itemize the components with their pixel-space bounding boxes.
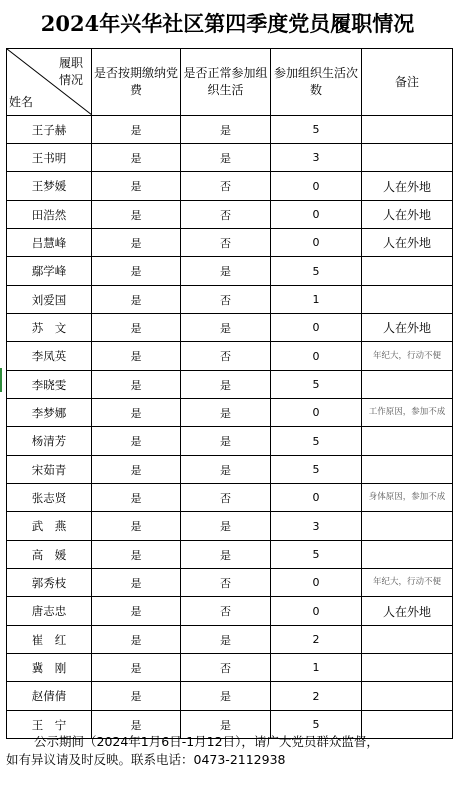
- name-cell: 苏 文: [7, 314, 92, 342]
- regular-cell: 是: [181, 541, 271, 569]
- table-row: [7, 144, 453, 172]
- regular-cell: 是: [181, 626, 271, 654]
- count-cell: 5: [271, 541, 362, 569]
- count-cell: 5: [271, 456, 362, 484]
- regular-cell: 是: [181, 257, 271, 286]
- regular-cell: 是: [181, 682, 271, 711]
- count-cell: 5: [271, 257, 362, 286]
- col-header-dues: 是否按期缴纳党费: [92, 49, 181, 116]
- table-row: [7, 626, 453, 654]
- table-row: [7, 654, 453, 682]
- note-cell: [362, 116, 453, 144]
- count-cell: 0: [271, 201, 362, 229]
- count-cell: 5: [271, 711, 362, 739]
- diag-bottom-label: 姓名: [9, 95, 34, 109]
- col-header-note: 备注: [362, 49, 453, 116]
- dues-cell: 是: [92, 399, 181, 427]
- note-cell: [362, 512, 453, 541]
- note-cell: 人在外地: [362, 201, 453, 229]
- table-body: [7, 116, 453, 739]
- name-cell: 鄢学峰: [7, 257, 92, 286]
- table-row: [7, 286, 453, 314]
- count-cell: 3: [271, 512, 362, 541]
- col-header-regular: 是否正常参加组织生活: [181, 49, 271, 116]
- regular-cell: 否: [181, 597, 271, 626]
- regular-cell: 是: [181, 711, 271, 739]
- count-cell: 5: [271, 371, 362, 399]
- performance-table: [6, 48, 453, 739]
- name-cell: 郭秀枝: [7, 569, 92, 597]
- regular-cell: 是: [181, 314, 271, 342]
- table-row: [7, 371, 453, 399]
- regular-cell: 否: [181, 286, 271, 314]
- regular-cell: 是: [181, 456, 271, 484]
- dues-cell: 是: [92, 569, 181, 597]
- note-cell: 人在外地: [362, 597, 453, 626]
- note-cell: 身体原因，参加不成: [362, 484, 453, 512]
- note-cell: 年纪大，行动不便: [362, 342, 453, 371]
- table-row: [7, 229, 453, 257]
- dues-cell: 是: [92, 654, 181, 682]
- name-cell: 王梦媛: [7, 172, 92, 201]
- diag-top-label: 履职 情况: [58, 56, 83, 87]
- name-cell: 武 燕: [7, 512, 92, 541]
- dues-cell: 是: [92, 626, 181, 654]
- count-cell: 0: [271, 597, 362, 626]
- count-cell: 2: [271, 682, 362, 711]
- count-cell: 0: [271, 484, 362, 512]
- name-cell: 高 媛: [7, 541, 92, 569]
- regular-cell: 否: [181, 654, 271, 682]
- dues-cell: 是: [92, 711, 181, 739]
- table-row: [7, 427, 453, 456]
- table-row: [7, 597, 453, 626]
- dues-cell: 是: [92, 484, 181, 512]
- table-row: [7, 172, 453, 201]
- regular-cell: 是: [181, 144, 271, 172]
- dues-cell: 是: [92, 342, 181, 371]
- count-cell: 0: [271, 569, 362, 597]
- regular-cell: 是: [181, 371, 271, 399]
- dues-cell: 是: [92, 371, 181, 399]
- name-cell: 崔 红: [7, 626, 92, 654]
- name-cell: 李晓雯: [7, 371, 92, 399]
- name-cell: 刘爱国: [7, 286, 92, 314]
- count-cell: 2: [271, 626, 362, 654]
- note-cell: [362, 541, 453, 569]
- note-cell: [362, 144, 453, 172]
- table-row: [7, 257, 453, 286]
- note-cell: [362, 427, 453, 456]
- table-row: [7, 512, 453, 541]
- note-cell: [362, 654, 453, 682]
- dues-cell: 是: [92, 257, 181, 286]
- name-cell: 冀 刚: [7, 654, 92, 682]
- count-cell: 3: [271, 144, 362, 172]
- notice-footer: [6, 733, 452, 769]
- dues-cell: 是: [92, 456, 181, 484]
- note-cell: 年纪大，行动不便: [362, 569, 453, 597]
- count-cell: 0: [271, 342, 362, 371]
- note-cell: [362, 456, 453, 484]
- note-cell: [362, 626, 453, 654]
- regular-cell: 否: [181, 569, 271, 597]
- regular-cell: 是: [181, 512, 271, 541]
- table-header-row: [7, 49, 453, 116]
- regular-cell: 是: [181, 427, 271, 456]
- notice-line-2: 如有异议请及时反映。联系电话：0473-2112938: [6, 752, 286, 767]
- regular-cell: 否: [181, 201, 271, 229]
- table-row: [7, 569, 453, 597]
- table-row: [7, 484, 453, 512]
- page-title: 2024年兴华社区第四季度党员履职情况: [40, 11, 415, 36]
- dues-cell: 是: [92, 597, 181, 626]
- dues-cell: 是: [92, 427, 181, 456]
- name-cell: 吕慧峰: [7, 229, 92, 257]
- regular-cell: 否: [181, 172, 271, 201]
- dues-cell: 是: [92, 682, 181, 711]
- table-row: [7, 541, 453, 569]
- count-cell: 0: [271, 314, 362, 342]
- table-row: [7, 456, 453, 484]
- note-cell: [362, 286, 453, 314]
- table-row: [7, 201, 453, 229]
- notice-line-1: 公示期间（2024年1月6日-1月12日），请广大党员群众监督，: [34, 734, 379, 749]
- table-row: [7, 342, 453, 371]
- diagonal-header-cell: [7, 49, 92, 116]
- count-cell: 0: [271, 399, 362, 427]
- note-cell: [362, 682, 453, 711]
- table-row: [7, 682, 453, 711]
- dues-cell: 是: [92, 172, 181, 201]
- name-cell: 王子赫: [7, 116, 92, 144]
- count-cell: 5: [271, 427, 362, 456]
- row-marker: [0, 368, 2, 392]
- dues-cell: 是: [92, 286, 181, 314]
- regular-cell: 否: [181, 342, 271, 371]
- regular-cell: 否: [181, 484, 271, 512]
- note-cell: 人在外地: [362, 172, 453, 201]
- dues-cell: 是: [92, 201, 181, 229]
- name-cell: 唐志忠: [7, 597, 92, 626]
- col-header-count: 参加组织生活次数: [271, 49, 362, 116]
- name-cell: 杨清芳: [7, 427, 92, 456]
- table-row: [7, 116, 453, 144]
- name-cell: 张志贤: [7, 484, 92, 512]
- dues-cell: 是: [92, 512, 181, 541]
- count-cell: 0: [271, 229, 362, 257]
- table-row: [7, 399, 453, 427]
- note-cell: [362, 257, 453, 286]
- dues-cell: 是: [92, 144, 181, 172]
- name-cell: 王 宁: [7, 711, 92, 739]
- count-cell: 1: [271, 286, 362, 314]
- note-cell: 工作原因，参加不成: [362, 399, 453, 427]
- note-cell: 人在外地: [362, 314, 453, 342]
- name-cell: 李凤英: [7, 342, 92, 371]
- dues-cell: 是: [92, 229, 181, 257]
- name-cell: 赵倩倩: [7, 682, 92, 711]
- count-cell: 1: [271, 654, 362, 682]
- table-row: [7, 314, 453, 342]
- name-cell: 李梦娜: [7, 399, 92, 427]
- note-cell: [362, 371, 453, 399]
- regular-cell: 是: [181, 116, 271, 144]
- count-cell: 5: [271, 116, 362, 144]
- dues-cell: 是: [92, 314, 181, 342]
- name-cell: 王书明: [7, 144, 92, 172]
- note-cell: 人在外地: [362, 229, 453, 257]
- dues-cell: 是: [92, 541, 181, 569]
- name-cell: 宋茹青: [7, 456, 92, 484]
- regular-cell: 是: [181, 399, 271, 427]
- dues-cell: 是: [92, 116, 181, 144]
- count-cell: 0: [271, 172, 362, 201]
- regular-cell: 否: [181, 229, 271, 257]
- name-cell: 田浩然: [7, 201, 92, 229]
